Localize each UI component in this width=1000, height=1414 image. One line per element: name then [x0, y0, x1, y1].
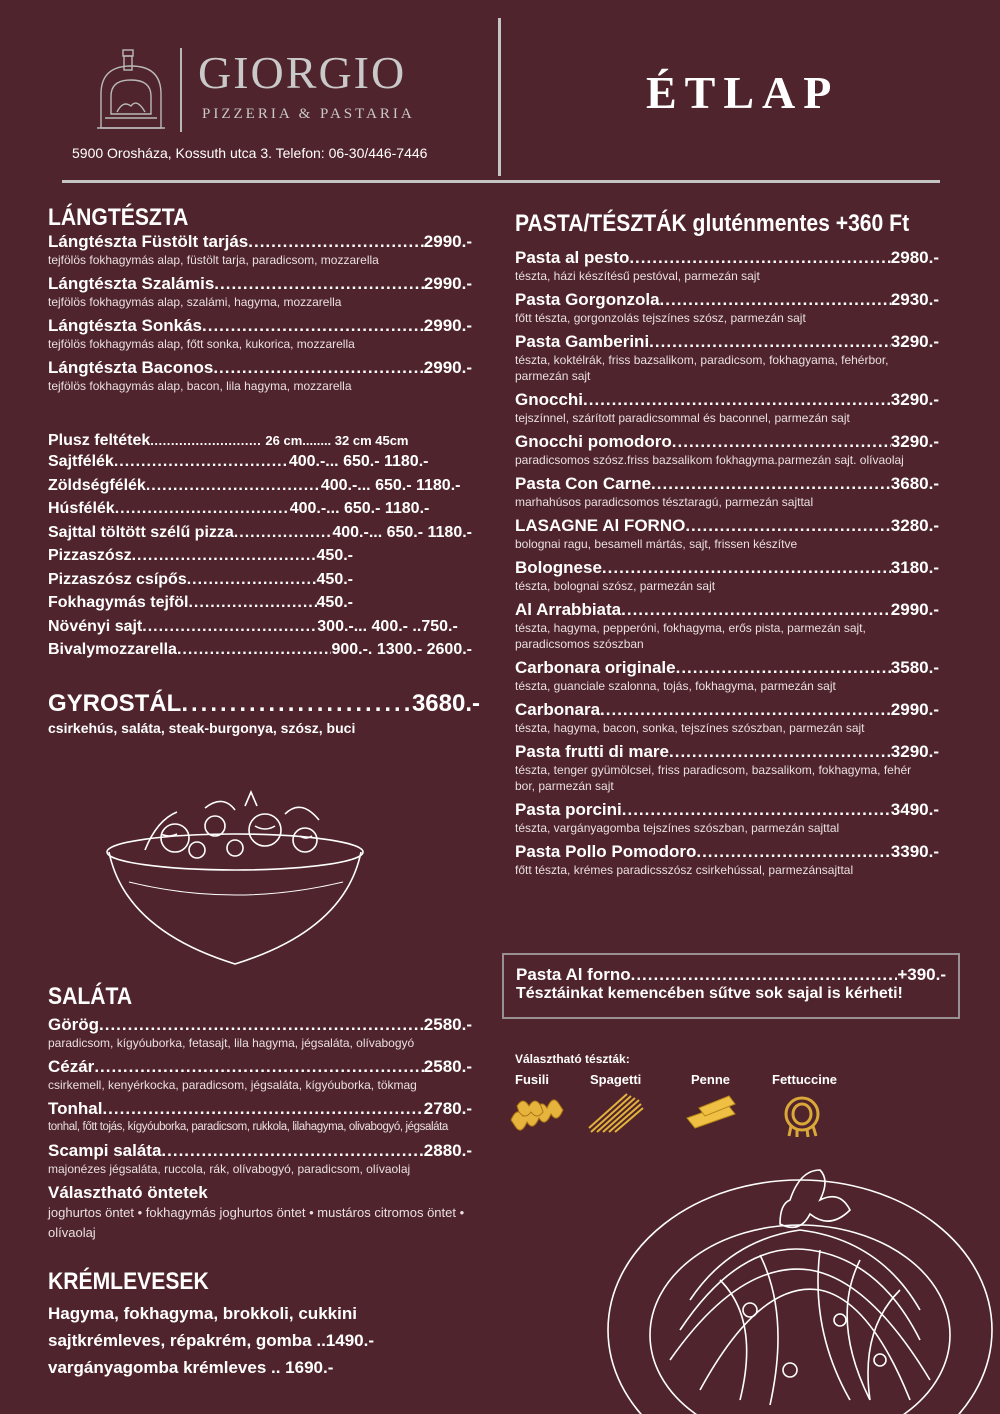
langteszta-section	[48, 204, 472, 400]
extra-item: Sajtfélék ..... 400.-... 650.- 1180.-	[48, 450, 472, 474]
item-name: Pasta frutti di mare	[515, 742, 669, 761]
item-desc: tészta, koktélrák, friss bazsalikom, paradicsom, fokhagyama, fehérbor, parmezán sajt	[515, 353, 889, 383]
item-desc: tészta, házi készítésű pestóval, parmezán sajt	[515, 269, 760, 283]
pasta-type-spagetti: Spagetti	[590, 1072, 642, 1087]
kremlevesek-section	[48, 1268, 472, 1381]
section-title: KRÉMLEVESEK	[48, 1268, 209, 1295]
menu-item	[515, 390, 939, 426]
extra-item: Húsfélék ..... 400.-... 650.- 1180.-	[48, 497, 472, 521]
extra-item: Pizzaszósz csípős ..... 450.-	[48, 568, 353, 592]
item-desc: tejfölös fokhagymás alap, főtt sonka, kukorica, mozzarella	[48, 337, 355, 351]
item-desc: tejfölös fokhagymás alap, szalámi, hagyma, mozzarella	[48, 295, 342, 309]
item-name: Pasta Con Carne	[515, 474, 652, 493]
item-desc: tejszínnel, szárított paradicsommal és baconnel, parmezán sajt	[515, 411, 850, 425]
item-name: Carbonara	[515, 700, 601, 719]
item-desc: főtt tészta, krémes paradicsszósz csirkehússal, parmezánsajttal	[515, 863, 854, 877]
menu-item: Scampi saláta ..... 2880.- majonézes jégsaláta, ruccola, rák, olívabogyó, paradicsom, olívaolaj	[48, 1141, 472, 1177]
item-price: 3680.-	[890, 474, 939, 493]
item-price: 3290.-	[890, 332, 939, 351]
dressing-title: Választható öntetek	[48, 1183, 208, 1202]
gyros-section	[48, 690, 480, 736]
item-price: 2980.-	[890, 248, 939, 267]
menu-item: Cézár ..... 2580.- csirkemell, kenyérkocka, paradicsom, jégsaláta, kígyóuborka, tökmag	[48, 1057, 472, 1093]
item-desc: paradicsomos szósz.friss bazsalikom fokhagyma.parmezán sajt. olívaolaj	[515, 453, 904, 467]
item-price: +390.-	[897, 965, 946, 984]
item-name: Pasta Al forno	[516, 965, 631, 984]
item-desc: tejfölös fokhagymás alap, bacon, lila hagyma, mozzarella	[48, 379, 352, 393]
item-price: 3290.-	[890, 742, 939, 761]
dressing-desc: joghurtos öntet • fokhagymás joghurtos öntet • mustáros citromos öntet • olívaolaj	[48, 1205, 465, 1240]
menu-item	[48, 232, 472, 268]
item-price: 3290.-	[890, 390, 939, 409]
extra-item: Pizzaszósz ..... 450.-	[48, 544, 353, 568]
section-title: PASTA/TÉSZTÁK gluténmentes +360 Ft	[515, 210, 910, 237]
item-price: 3680.-	[411, 690, 480, 717]
address-line: 5900 Orosháza, Kossuth utca 3. Telefon: 06-30/446-7446	[72, 145, 428, 161]
menu-item	[515, 800, 939, 836]
extras-title: Plusz feltétek	[48, 432, 151, 449]
pasta-types-label: Választható tészták:	[515, 1052, 630, 1066]
item-price: 2990.-	[890, 600, 939, 619]
menu-item	[515, 600, 939, 652]
pasta-section	[515, 210, 939, 884]
item-desc: csirkehús, saláta, steak-burgonya, szósz, buci	[48, 720, 356, 736]
menu-item	[515, 474, 939, 510]
menu-item	[515, 516, 939, 552]
pasta-type-fettuccine: Fettuccine	[772, 1072, 838, 1087]
pasta-types	[515, 1052, 845, 1142]
item-price: 3580.-	[890, 658, 939, 677]
item-desc: tészta, guanciale szalonna, tojás, fokhagyma, parmezán sajt	[515, 679, 836, 693]
item-name: Lángtészta Sonkás	[48, 316, 202, 335]
item-name: Pasta al pesto	[515, 248, 630, 267]
penne-icon	[683, 1092, 741, 1132]
item-name: Pasta Gamberini	[515, 332, 650, 351]
item-desc: tészta, hagyma, bacon, sonka, tejszínes szószban, parmezán sajt	[515, 721, 865, 735]
pasta-plate-illustration	[600, 1160, 1000, 1414]
item-name: Gnocchi	[515, 390, 584, 409]
menu-item: Tonhal ..... 2780.- tonhal, főtt tojás, kígyóuborka, paradicsom, rukkola, lilahagyma, olivabogyó, jégsaláta	[48, 1099, 472, 1135]
menu-item	[515, 700, 939, 736]
pizza-oven-logo-icon	[95, 48, 167, 132]
extras-section: Plusz feltétek ........................... 26 cm........ 32 cm 45cm Sajtfélék ..... 400.-... 650.- 1180.- Zöldségfélék ..... 400.-... 650.- 1180.- Húsfélék ..... 400.-... 650.- 1180.- Sajttal töltött szélű pizza ..... 400.-... 650.- 1180.- Pizzaszósz ..... 450.- Pizzaszósz csípős ..... 450.- Fokhagymás tejföl ..... 450.- Növényi sajt ..... 300.-... 400.- ..750.- Bivalymozzarella ..... 900.-. 1300.- 2600.-	[48, 432, 472, 662]
item-desc: marhahúsos paradicsomos tésztaragú, parmezán sajttal	[515, 495, 814, 509]
item-desc: tészta, hagyma, pepperóni, fokhagyma, erős pista, parmezán sajt, paradicsomos szószban	[515, 621, 866, 651]
item-name: Gnocchi pomodoro	[515, 432, 672, 451]
extra-item: Növényi sajt ..... 300.-... 400.- ..750.-	[48, 615, 472, 639]
item-price: 2990.-	[423, 358, 472, 377]
menu-item	[515, 742, 939, 794]
item-price: 3490.-	[890, 800, 939, 819]
menu-item	[48, 274, 472, 310]
item-name: Lángtészta Szalámis	[48, 274, 215, 293]
menu-item	[515, 658, 939, 694]
fettuccine-icon	[777, 1092, 827, 1138]
item-price: 2990.-	[890, 700, 939, 719]
item-name: Lángtészta Füstölt tarjás	[48, 232, 249, 251]
item-desc: tejfölös fokhagymás alap, füstölt tarja, paradicsom, mozzarella	[48, 253, 379, 267]
item-name: Lángtészta Baconos	[48, 358, 214, 377]
item-price: 2930.-	[890, 290, 939, 309]
item-name: Carbonara originale	[515, 658, 676, 677]
menu-item	[515, 842, 939, 878]
pasta-type-fusili: Fusili	[515, 1072, 549, 1087]
brand-name: GIORGIO	[198, 47, 407, 98]
menu-item	[515, 248, 939, 284]
spagetti-icon	[587, 1092, 645, 1134]
header-rule	[62, 180, 940, 183]
item-name: LASAGNE Al FORNO	[515, 516, 686, 535]
item-name: GYROSTÁL	[48, 690, 182, 717]
menu-item	[48, 316, 472, 352]
item-price: 3390.-	[890, 842, 939, 861]
item-desc: főtt tészta, gorgonzolás tejszínes szósz, parmezán sajt	[515, 311, 806, 325]
item-price: 3290.-	[890, 432, 939, 451]
extra-item: Zöldségfélék ..... 400.-... 650.- 1180.-	[48, 474, 472, 498]
brand-subtitle: PIZZERIA & PASTARIA	[202, 106, 415, 122]
menu-item	[515, 558, 939, 594]
menu-item	[48, 358, 472, 394]
item-price: 3280.-	[890, 516, 939, 535]
item-desc: tészta, vargányagomba tejszínes szószban, parmezán sajttal	[515, 821, 840, 835]
item-name: Pasta Gorgonzola	[515, 290, 660, 309]
soup-line: vargányagomba krémleves .. 1690.-	[48, 1358, 334, 1377]
menu-item: Görög ..... 2580.- paradicsom, kígyóuborka, fetasajt, lila hagyma, jégsaláta, olívabogyó	[48, 1015, 472, 1051]
menu-title: ÉTLAP	[646, 67, 840, 118]
fusili-icon	[507, 1092, 567, 1132]
extra-item: Fokhagymás tejföl ..... 450.-	[48, 591, 353, 615]
salad-bowl-illustration	[105, 790, 367, 970]
pasta-type-penne: Penne	[691, 1072, 731, 1087]
al-forno-box	[502, 953, 960, 1019]
header-divider	[498, 18, 501, 176]
item-desc: bolognai ragu, besamell mártás, sajt, frissen készítve	[515, 537, 798, 551]
soup-line: Hagyma, fokhagyma, brokkoli, cukkini	[48, 1304, 357, 1323]
section-title: LÁNGTÉSZTA	[48, 204, 189, 231]
item-name: Pasta Pollo Pomodoro	[515, 842, 697, 861]
al-forno-note: Tésztáinkat kemencében sűtve sok sajal is kérheti!	[516, 985, 903, 1002]
extras-sizes: 26 cm........ 32 cm 45cm	[265, 433, 409, 448]
soup-line: sajtkrémleves, répakrém, gomba ..1490.-	[48, 1331, 375, 1350]
item-name: Pasta porcini	[515, 800, 622, 819]
item-name: Bolognese	[515, 558, 602, 577]
salata-section	[48, 983, 472, 1243]
section-title: SALÁTA	[48, 983, 133, 1010]
menu-item	[515, 290, 939, 326]
item-price: 2990.-	[423, 232, 472, 251]
extra-item: Sajttal töltött szélű pizza ..... 400.-... 650.- 1180.-	[48, 521, 472, 545]
menu-item	[515, 332, 939, 384]
extra-item: Bivalymozzarella ..... 900.-. 1300.- 2600.-	[48, 638, 472, 662]
item-name: Al Arrabbiata	[515, 600, 622, 619]
item-desc: tészta, tenger gyümölcsei, friss paradicsom, bazsalikom, fokhagyma, fehér bor, parmezán sajt	[515, 763, 912, 793]
menu-item	[515, 432, 939, 468]
item-price: 2990.-	[423, 316, 472, 335]
logo-divider	[180, 48, 182, 132]
item-price: 3180.-	[890, 558, 939, 577]
item-price: 2990.-	[423, 274, 472, 293]
item-desc: tészta, bolognai szósz, parmezán sajt	[515, 579, 716, 593]
